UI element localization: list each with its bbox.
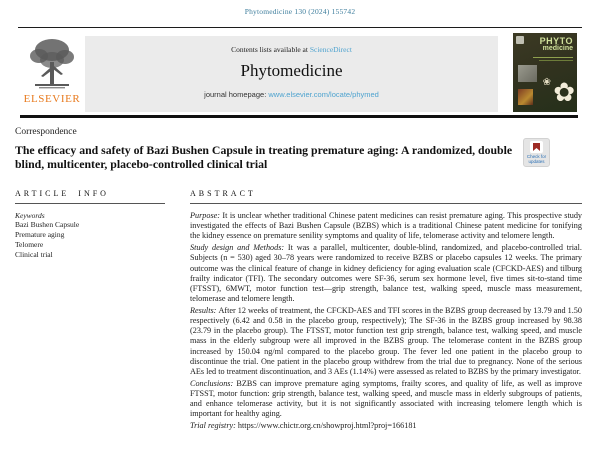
article-type-label: Correspondence (15, 127, 77, 137)
journal-masthead-box (85, 36, 498, 112)
crossmark-chip (530, 141, 543, 153)
abstract-paragraph-trial-registry (190, 421, 582, 431)
cover-publisher-mark-icon (516, 36, 524, 44)
check-for-updates-badge[interactable] (523, 138, 550, 167)
abstract-paragraph-methods (190, 243, 582, 304)
paragraph-label: Conclusions: (190, 378, 237, 388)
cover-subtitle-rule (533, 57, 573, 58)
journal-name: Phytomedicine (240, 61, 343, 80)
cover-title-line1: PHYTO (539, 36, 573, 46)
keyword-item: Premature aging (15, 230, 65, 239)
paragraph-label: Study design and Methods: (190, 243, 288, 253)
cover-flower-small-icon: ❀ (542, 77, 551, 88)
paragraph-label: Trial registry: (190, 421, 238, 431)
cover-herb-photo (518, 89, 533, 105)
cover-title (540, 37, 573, 53)
contents-prefix: Contents lists available at (231, 45, 310, 54)
trial-registry-url[interactable]: https://www.chictr.org.cn/showproj.html?proj=166181 (237, 421, 417, 431)
journal-citation: Phytomedicine 130 (2024) 155742 (244, 7, 356, 16)
homepage-line (85, 90, 498, 99)
keyword-item: Clinical trial (15, 250, 53, 259)
cover-subtitle-rule2 (539, 60, 573, 61)
contents-list-line (85, 45, 498, 54)
paragraph-text: It was a parallel, multicenter, double-blind, randomized, and placebo-controlled trial. Subjects (n = 530) aged 30–78 years were randomized to receive BZBS or placebo capsules 12 weeks. The primary outcome was the clinical feature of change in kidney deficiency for aging evaluation scale (CFCKD-AES) and tilburg frailty indicator (TFI). The secondary outcomes were SF-36, serum sex hormone level, five times sit-to-stand time (FTSST), 6MWT, motor function test—grip strength, balance test, walking speed, muscle mass measurement, telomerase and telomere length. (190, 243, 582, 304)
paragraph-text: BZBS can improve premature aging symptoms, frailty scores, and quality of life, as well as improve FTSST, motor function: grip strength, balance test, walking speed, and muscle mass in elderly subgroups of patients, and enhance telomerase activity, but it is not significantly associated with increasing telomere length which is important for healthy aging. (190, 378, 582, 419)
abstract-paragraph-conclusions (190, 379, 582, 420)
paragraph-label: Results: (190, 305, 219, 315)
elsevier-tree-icon (20, 36, 84, 92)
journal-cover-thumbnail[interactable] (513, 33, 577, 112)
abstract-rule (190, 203, 582, 204)
cover-flower-icon: ✿ (553, 78, 575, 107)
article-info-column (15, 189, 165, 260)
article-info-heading: ARTICLE INFO (15, 189, 109, 198)
article-info-rule (15, 203, 165, 204)
abstract-body (190, 211, 582, 431)
keyword-item: Telomere (15, 240, 44, 249)
masthead-divider (20, 115, 578, 118)
cover-plant-photo (518, 65, 537, 82)
paragraph-label: Purpose: (190, 211, 223, 220)
sciencedirect-link[interactable]: ScienceDirect (309, 45, 352, 54)
paragraph-text: It is unclear whether traditional Chinese patent medicines can resist premature aging. This prospective study investigated the effects of Bazi Bushen Capsule (BZBS) which is a traditional Chinese patent medicine for tonifying the kidney essence on premature senility symptoms and quality of life, telomerase activity and telomere length. (190, 211, 583, 241)
crossmark-bookmark-icon (533, 143, 540, 151)
cover-title-line2: medicine (542, 45, 573, 52)
keyword-item: Bazi Bushen Capsule (15, 220, 80, 229)
abstract-paragraph-purpose (190, 211, 582, 242)
keywords-label: Keywords (15, 211, 45, 220)
paragraph-text: After 12 weeks of treatment, the CFCKD-AES and TFI scores in the BZBS group decreased by 13.79 and 1.50 respectively (6.42 and 0.58 in the placebo group, respectively); The SF-36 in the BZBS group increased by 98.38 (23.79 in the placebo group). The FTSST, motor function test grip strength, balance test, walking speed, and muscle mass in the elderly subgroup were all improved in the BZBS group. The telomerase content in the BZBS group increased by 150.04 ng/ml compared to the placebo group. The fever led one patient in the placebo group to discontinue the trial. One patient in the placebo group withdrew from the trial due to pregnancy. None of the serious AEs led to treatment discontinuation, and 3 AEs (1.14%) were assessed as related to BZBS by the primary investigator. (190, 305, 582, 377)
homepage-url-link[interactable]: www.elsevier.com/locate/phymed (268, 90, 379, 99)
top-divider (18, 27, 582, 28)
check-updates-line2: updates (528, 159, 545, 164)
homepage-prefix: journal homepage: (204, 90, 269, 99)
check-updates-line1: Check for (526, 154, 547, 159)
abstract-paragraph-results (190, 306, 582, 377)
abstract-column (190, 189, 582, 431)
elsevier-wordmark: ELSEVIER (23, 93, 81, 105)
elsevier-logo (20, 36, 84, 114)
abstract-heading: ABSTRACT (190, 189, 256, 198)
check-updates-label (527, 154, 546, 164)
article-title: The efficacy and safety of Bazi Bushen Capsule in treating premature aging: A randomized, double blind, multicenter, placebo-controlled clinical trial (15, 143, 513, 171)
